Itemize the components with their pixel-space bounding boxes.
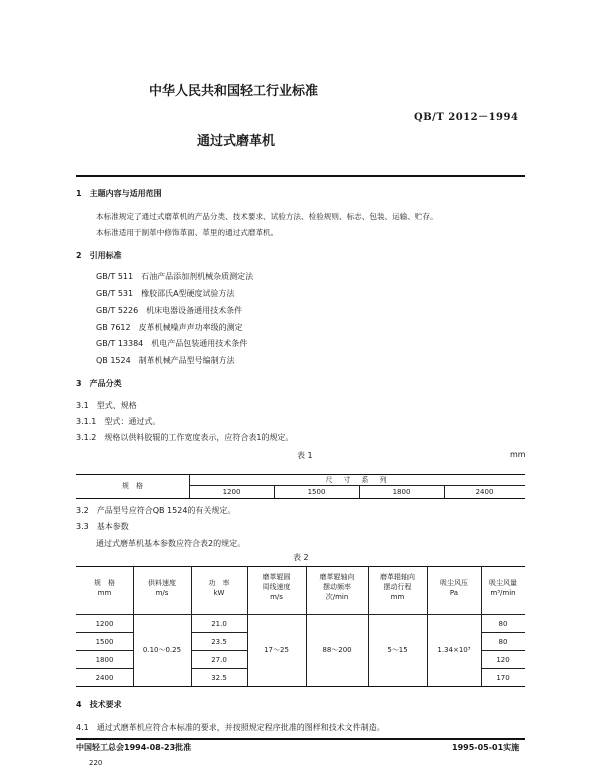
table-1-value: 1800 [392,488,411,496]
table-2-spec: 1200 [95,620,114,628]
table-2-header-spec: 规 格 mm [94,579,115,597]
section-1-para-2: 本标准适用于制革中修饰革面、革里的通过式磨革机。 [96,228,279,237]
table-2-swing-travel: 5～15 [387,646,408,654]
table-2-power: 32.5 [211,674,227,682]
section-1-heading: 1 主题内容与适用范围 [76,189,162,198]
table-2-feed-speed: 0.10～0.25 [142,646,182,654]
section-4-heading: 4 技术要求 [76,700,122,709]
table-2-header-feed-speed: 供料速度 m/s [148,579,176,597]
table-2-power: 27.0 [211,656,227,664]
reference-item: GB/T 511 石油产品添加剂机械杂质测定法 [96,272,254,281]
table-2-power: 21.0 [211,620,227,628]
table-2-swing-frequency: 88～200 [322,646,352,654]
table-2-header-swing-travel: 磨革辊轴向 摆动行程 mm [380,573,415,601]
title-rule [76,175,525,177]
reference-item: GB/T 531 橡胶邵氏A型硬度试验方法 [96,289,235,298]
effective-date: 1995-05-01实施 [452,743,520,752]
page-number: 220 [89,759,103,767]
footer-rule [76,738,525,740]
table-1-value: 1500 [307,488,326,496]
table-2-spec: 1800 [95,656,114,664]
table-2-suction-volume: 80 [498,638,508,646]
clause-3-1-1: 3.1.1 型式：通过式。 [76,417,161,426]
table-2-spec: 1500 [95,638,114,646]
clause-3-3-text: 通过式磨革机基本参数应符合表2的规定。 [96,539,246,548]
table-1-value: 2400 [475,488,494,496]
table-2-header-power: 功 率 kW [208,579,230,597]
table-1-unit: mm [510,450,526,459]
table-2-header-suction-volume: 吸尘风量 m³/min [489,579,517,597]
table-2-suction-pressure: 1.34×10³ [437,646,471,654]
clause-3-1-2: 3.1.2 规格以供料胶辊的工作宽度表示，应符合表1的规定。 [76,433,294,442]
table-2-roll-speed: 17～25 [264,646,289,654]
reference-item: GB/T 13384 机电产品包装通用技术条件 [96,339,248,348]
reference-item: QB 1524 制革机械产品型号编制方法 [96,356,235,365]
table-1-group-header: 尺 寸 系 列 [325,476,389,484]
clause-3-2: 3.2 产品型号应符合QB 1524的有关规定。 [76,506,236,515]
clause-3-1: 3.1 型式、规格 [76,401,137,410]
issuing-body: 中华人民共和国轻工行业标准 [149,84,319,99]
table-2 [76,566,525,686]
clause-3-3: 3.3 基本参数 [76,522,129,531]
table-2-power: 23.5 [211,638,227,646]
table-1 [76,474,525,498]
table-2-suction-volume: 170 [496,674,510,682]
approval-info: 中国轻工总会1994-08-23批准 [76,743,192,752]
table-1-row-label: 规 格 [122,482,143,490]
section-1-para-1: 本标准规定了通过式磨革机的产品分类、技术要求、试验方法、检验规则、标志、包装、运输、贮存。 [96,212,438,221]
table-1-caption: 表 1 [297,451,313,460]
table-1-value: 1200 [222,488,241,496]
section-2-heading: 2 引用标准 [76,251,122,260]
section-3-heading: 3 产品分类 [76,379,122,388]
table-2-header-swing-frequency: 磨革辊轴向 摆动频率 次/min [319,573,355,601]
reference-item: GB/T 5226 机床电器设备通用技术条件 [96,306,243,315]
table-2-caption: 表 2 [293,553,309,562]
table-2-suction-volume: 120 [496,656,510,664]
table-2-header-roll-speed: 磨革辊圆 周线速度 m/s [262,573,291,601]
table-2-suction-volume: 80 [498,620,508,628]
table-2-spec: 2400 [95,674,114,682]
document-title: 通过式磨革机 [197,134,276,149]
table-2-header-suction-pressure: 吸尘风压 Pa [440,579,468,597]
clause-4-1: 4.1 通过式磨革机应符合本标准的要求，并按照规定程序批准的图样和技术文件制造。 [76,723,385,732]
standard-code: QB/T 2012－1994 [414,112,519,123]
reference-item: GB 7612 皮革机械噪声声功率级的测定 [96,323,243,332]
